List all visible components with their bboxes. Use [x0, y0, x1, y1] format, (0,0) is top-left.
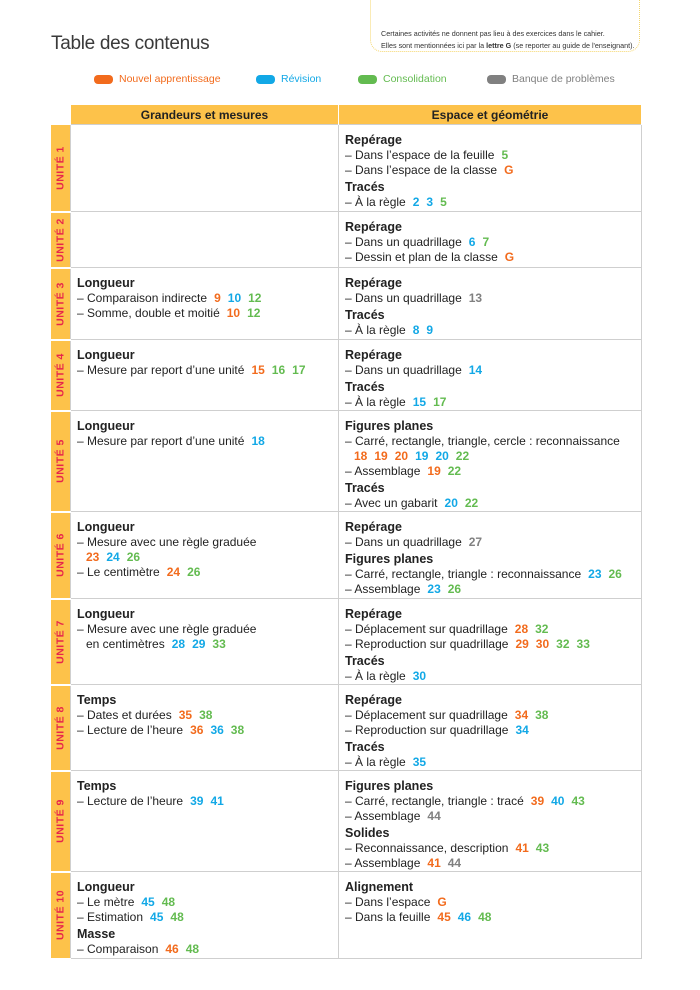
- exercise-ref: 28: [514, 622, 529, 636]
- content-item: [345, 910, 634, 925]
- espace-cell: [339, 411, 642, 512]
- legend-swatch: [487, 75, 506, 84]
- content-item: [345, 163, 634, 178]
- exercise-ref: 32: [535, 622, 549, 636]
- exercise-ref: 10: [226, 306, 241, 320]
- espace-cell: [339, 125, 642, 212]
- unit-label: UNITÉ 5: [54, 439, 66, 483]
- content-item: [77, 622, 331, 637]
- exercise-ref: 15: [251, 363, 265, 377]
- section-title: Repérage: [345, 607, 402, 621]
- espace-cell: [339, 340, 642, 411]
- grandeurs-cell: [71, 599, 339, 685]
- content-item: [77, 942, 331, 957]
- legend-label: Banque de problèmes: [512, 73, 615, 85]
- item-text: – Dans un quadrillage: [345, 235, 462, 249]
- note-line-2: [381, 40, 639, 52]
- column-header-grandeurs: Grandeurs et mesures: [71, 105, 339, 125]
- exercise-ref: 48: [161, 895, 176, 909]
- grandeurs-cell: [71, 411, 339, 512]
- legend-swatch: [256, 75, 275, 84]
- exercise-ref: 19: [427, 464, 441, 478]
- exercise-ref: 14: [468, 363, 483, 377]
- item-text: – Lecture de l’heure: [77, 723, 184, 737]
- column-header-espace: Espace et géométrie: [339, 105, 642, 125]
- exercise-ref: 46: [457, 910, 472, 924]
- exercise-ref: 26: [187, 565, 201, 579]
- teacher-note: [370, 0, 640, 52]
- item-text: – Dans un quadrillage: [345, 363, 462, 377]
- unit-label-cell: [51, 512, 71, 599]
- legend-label: Consolidation: [383, 73, 447, 85]
- exercise-ref: 48: [478, 910, 492, 924]
- grandeurs-cell: [71, 340, 339, 411]
- unit-label: UNITÉ 7: [54, 619, 66, 664]
- exercise-ref: 43: [571, 794, 585, 808]
- exercise-ref: 3: [426, 195, 434, 209]
- unit-label-cell: [51, 685, 71, 771]
- section-title: Figures planes: [345, 419, 434, 433]
- content-item: [77, 895, 331, 910]
- legend-item-r-vision: [256, 73, 321, 85]
- exercise-ref: 48: [170, 910, 184, 924]
- exercise-ref: G: [504, 163, 514, 177]
- content-item: [77, 910, 331, 925]
- espace-cell: [339, 872, 642, 959]
- unit-label: UNITÉ 2: [54, 217, 66, 262]
- exercise-ref: 5: [501, 148, 509, 162]
- item-text: – Avec un gabarit: [345, 496, 438, 510]
- section-title: Temps: [77, 693, 117, 707]
- section-title: Temps: [77, 779, 117, 793]
- exercise-ref: 18: [251, 434, 265, 448]
- exercise-ref: 35: [412, 755, 427, 769]
- unit-label-cell: [51, 340, 71, 411]
- content-item: [345, 637, 634, 652]
- exercise-ref: 32: [556, 637, 570, 651]
- exercise-ref: 17: [292, 363, 306, 377]
- content-item: [345, 195, 634, 210]
- item-text: – Reconnaissance, description: [345, 841, 509, 855]
- item-text: – Le centimètre: [77, 565, 160, 579]
- item-text: – Mesure avec une règle graduée: [77, 622, 257, 636]
- unit-row-5: [51, 411, 642, 512]
- note-line-1: Certaines activités ne donnent pas lieu à des exercices dans le cahier.: [381, 29, 605, 38]
- item-text: – Carré, rectangle, triangle, cercle : reconnaissance: [345, 434, 620, 448]
- grandeurs-cell: [71, 212, 339, 268]
- content-item: [77, 291, 331, 306]
- exercise-ref: G: [437, 895, 447, 909]
- item-text: – Assemblage: [345, 856, 421, 870]
- exercise-ref: 33: [576, 637, 590, 651]
- exercise-ref: 20: [435, 449, 449, 463]
- section-title: Masse: [77, 927, 116, 941]
- item-text: – Dessin et plan de la classe: [345, 250, 498, 264]
- section-title: Figures planes: [345, 552, 434, 566]
- exercise-ref: 9: [214, 291, 221, 305]
- exercise-ref: 12: [248, 291, 262, 305]
- item-text: – Le mètre: [77, 895, 135, 909]
- item-text: – Assemblage: [345, 809, 421, 823]
- exercise-ref: 7: [482, 235, 490, 249]
- content-item: [345, 723, 634, 738]
- content-item: [77, 565, 331, 580]
- exercise-ref: 29: [192, 637, 206, 651]
- exercise-ref: 17: [433, 395, 447, 409]
- grandeurs-cell: [71, 268, 339, 340]
- exercise-ref: 39: [190, 794, 204, 808]
- legend-swatch: [358, 75, 377, 84]
- unit-row-7: [51, 599, 642, 685]
- unit-row-6: [51, 512, 642, 599]
- exercise-ref: 45: [437, 910, 451, 924]
- content-item: [77, 708, 331, 723]
- unit-row-10: [51, 872, 642, 959]
- section-title: Repérage: [345, 693, 402, 707]
- exercise-ref: 8: [412, 323, 420, 337]
- exercise-ref: 36: [210, 723, 224, 737]
- exercise-ref: 29: [515, 637, 529, 651]
- exercise-ref: 24: [166, 565, 181, 579]
- section-title: Tracés: [345, 654, 385, 668]
- unit-row-1: [51, 125, 642, 212]
- item-text: – Somme, double et moitié: [77, 306, 220, 320]
- item-text: – Déplacement sur quadrillage: [345, 622, 508, 636]
- exercise-ref: 19: [374, 449, 388, 463]
- exercise-ref: 6: [468, 235, 476, 249]
- content-item: [345, 841, 634, 856]
- item-text: – Mesure avec une règle graduée: [77, 535, 257, 549]
- item-text: – Lecture de l’heure: [77, 794, 184, 808]
- item-text: – Mesure par report d’une unité: [77, 434, 245, 448]
- contents-table: [51, 105, 642, 960]
- content-item: [345, 235, 634, 250]
- section-title: Tracés: [345, 481, 385, 495]
- note-bold: lettre G: [486, 41, 512, 50]
- section-title: Longueur: [77, 276, 135, 290]
- content-item: [345, 809, 634, 824]
- content-item: [77, 306, 331, 321]
- section-title: Tracés: [345, 380, 385, 394]
- exercise-ref: 34: [514, 708, 529, 722]
- item-text: – Dates et durées: [77, 708, 172, 722]
- content-item: [345, 535, 634, 550]
- item-text: – Assemblage: [345, 464, 421, 478]
- legend-item-banque-de-probl-mes: [487, 73, 615, 85]
- espace-cell: [339, 212, 642, 268]
- item-text: – À la règle: [345, 755, 406, 769]
- espace-cell: [339, 268, 642, 340]
- content-item: [77, 535, 331, 550]
- exercise-ref: 22: [447, 464, 462, 478]
- exercise-ref: 44: [447, 856, 462, 870]
- section-title: Repérage: [345, 348, 402, 362]
- unit-label: UNITÉ 10: [54, 889, 66, 941]
- section-title: Repérage: [345, 520, 402, 534]
- content-item: [345, 250, 634, 265]
- unit-label: UNITÉ 4: [54, 353, 66, 397]
- content-item: [345, 708, 634, 723]
- exercise-ref: 20: [444, 496, 458, 510]
- section-title: Tracés: [345, 740, 385, 754]
- content-item: [77, 794, 331, 809]
- espace-cell: [339, 685, 642, 771]
- content-item: [345, 291, 634, 306]
- exercise-ref: 28: [171, 637, 186, 651]
- unit-label-cell: [51, 212, 71, 268]
- content-item: [345, 567, 634, 582]
- section-title: Alignement: [345, 880, 414, 894]
- exercise-ref: 27: [468, 535, 483, 549]
- grandeurs-cell: [71, 125, 339, 212]
- exercise-ref: 26: [608, 567, 622, 581]
- content-item: [345, 794, 634, 809]
- item-text: – Reproduction sur quadrillage: [345, 637, 509, 651]
- exercise-ref: 24: [106, 550, 120, 564]
- espace-cell: [339, 771, 642, 872]
- section-title: Repérage: [345, 276, 402, 290]
- exercise-ref: 44: [427, 809, 441, 823]
- legend-item-consolidation: [358, 73, 447, 85]
- item-text: – Dans l’espace de la classe: [345, 163, 498, 177]
- legend-label: Révision: [281, 73, 322, 85]
- exercise-ref: 9: [426, 323, 434, 337]
- item-text: – Dans la feuille: [345, 910, 431, 924]
- exercise-ref: 38: [230, 723, 245, 737]
- content-item: [345, 856, 634, 871]
- unit-label-cell: [51, 872, 71, 959]
- exercise-ref: 41: [210, 794, 224, 808]
- unit-row-2: [51, 212, 642, 268]
- item-text: – Dans un quadrillage: [345, 535, 462, 549]
- item-text: – Dans l’espace: [345, 895, 431, 909]
- exercise-ref: 48: [185, 942, 200, 956]
- content-item: [77, 434, 331, 449]
- exercise-ref: 18: [354, 449, 368, 463]
- legend-item-nouvel-apprentissage: [94, 73, 221, 85]
- content-item: [345, 395, 634, 410]
- grandeurs-cell: [71, 771, 339, 872]
- exercise-ref: 45: [150, 910, 164, 924]
- item-text: – Estimation: [77, 910, 144, 924]
- exercise-ref: 38: [535, 708, 549, 722]
- content-item: [345, 669, 634, 684]
- item-text: – À la règle: [345, 195, 406, 209]
- item-text: – Dans un quadrillage: [345, 291, 462, 305]
- unit-label: UNITÉ 9: [54, 799, 66, 843]
- exercise-ref: 36: [190, 723, 204, 737]
- note-text: Elles sont mentionnées ici par la: [381, 41, 487, 50]
- item-text: – À la règle: [345, 323, 406, 337]
- content-item: [345, 895, 634, 910]
- refs: [172, 637, 226, 651]
- legend-swatch: [94, 75, 113, 84]
- section-title: Longueur: [77, 607, 135, 621]
- exercise-ref: 13: [468, 291, 483, 305]
- exercise-ref: 26: [126, 550, 141, 564]
- exercise-ref: 33: [212, 637, 226, 651]
- exercise-ref: 5: [440, 195, 447, 209]
- content-item: [345, 755, 634, 770]
- item-text: – À la règle: [345, 395, 406, 409]
- exercise-ref: 26: [447, 582, 462, 596]
- section-title: Repérage: [345, 133, 402, 147]
- content-item: [345, 622, 634, 637]
- section-title: Longueur: [77, 520, 135, 534]
- exercise-ref: G: [504, 250, 515, 264]
- exercise-ref: 45: [141, 895, 155, 909]
- exercise-ref: 39: [530, 794, 545, 808]
- unit-label-cell: [51, 411, 71, 512]
- content-item: [345, 464, 634, 479]
- exercise-ref: 30: [412, 669, 427, 683]
- content-item: [345, 582, 634, 597]
- exercise-ref: 23: [86, 550, 100, 564]
- exercise-ref: 12: [247, 306, 261, 320]
- exercise-ref: 46: [165, 942, 179, 956]
- exercise-ref: 22: [455, 449, 470, 463]
- exercise-ref: 35: [178, 708, 193, 722]
- unit-label-cell: [51, 125, 71, 212]
- legend: [94, 73, 634, 87]
- content-item: [77, 723, 331, 738]
- section-title: Tracés: [345, 308, 385, 322]
- grandeurs-cell: [71, 512, 339, 599]
- exercise-ref: 30: [535, 637, 550, 651]
- section-title: Longueur: [77, 348, 135, 362]
- content-item: [345, 363, 634, 378]
- item-text: – Carré, rectangle, triangle : reconnaissance: [345, 567, 582, 581]
- unit-row-8: [51, 685, 642, 771]
- item-text: – Reproduction sur quadrillage: [345, 723, 509, 737]
- page-title: Table des contenus: [51, 33, 210, 54]
- exercise-ref: 16: [271, 363, 286, 377]
- unit-label: UNITÉ 1: [54, 145, 66, 190]
- exercise-ref: 41: [427, 856, 441, 870]
- exercise-ref: 19: [415, 449, 429, 463]
- content-item: [77, 363, 331, 378]
- item-text: – Mesure par report d’une unité: [77, 363, 245, 377]
- section-title: Solides: [345, 826, 390, 840]
- unit-label: UNITÉ 3: [54, 281, 66, 326]
- legend-label: Nouvel apprentissage: [119, 73, 221, 85]
- exercise-ref: 20: [394, 449, 409, 463]
- content-item: [345, 148, 634, 163]
- refs-line: [345, 449, 634, 464]
- content-item: [345, 434, 634, 449]
- item-text: en centimètres: [86, 637, 165, 651]
- header-spacer: [51, 105, 71, 125]
- unit-row-3: [51, 268, 642, 340]
- exercise-ref: 10: [227, 291, 242, 305]
- unit-label-cell: [51, 599, 71, 685]
- exercise-ref: 34: [515, 723, 529, 737]
- unit-row-9: [51, 771, 642, 872]
- unit-label-cell: [51, 771, 71, 872]
- exercise-ref: 43: [535, 841, 550, 855]
- exercise-ref: 22: [464, 496, 479, 510]
- section-title: Longueur: [77, 419, 135, 433]
- unit-row-4: [51, 340, 642, 411]
- item-text: – Assemblage: [345, 582, 421, 596]
- unit-label-cell: [51, 268, 71, 340]
- exercise-ref: 41: [515, 841, 529, 855]
- item-text: – Dans l’espace de la feuille: [345, 148, 495, 162]
- exercise-ref: 23: [427, 582, 441, 596]
- content-item: [345, 323, 634, 338]
- item-text: – Déplacement sur quadrillage: [345, 708, 508, 722]
- espace-cell: [339, 599, 642, 685]
- exercise-ref: 2: [412, 195, 420, 209]
- refs-line: [77, 550, 331, 565]
- exercise-ref: 38: [199, 708, 213, 722]
- note-text: (se reporter au guide de l'enseignant).: [511, 41, 635, 50]
- grandeurs-cell: [71, 872, 339, 959]
- section-title: Repérage: [345, 220, 402, 234]
- espace-cell: [339, 512, 642, 599]
- content-item-continued: [77, 637, 331, 652]
- exercise-ref: 15: [412, 395, 427, 409]
- unit-label: UNITÉ 8: [54, 705, 66, 750]
- section-title: Tracés: [345, 180, 385, 194]
- exercise-ref: 23: [588, 567, 602, 581]
- exercise-ref: 40: [551, 794, 565, 808]
- content-item: [345, 496, 634, 511]
- section-title: Figures planes: [345, 779, 434, 793]
- section-title: Longueur: [77, 880, 135, 894]
- item-text: – Comparaison: [77, 942, 159, 956]
- unit-label: UNITÉ 6: [54, 533, 66, 577]
- grandeurs-cell: [71, 685, 339, 771]
- item-text: – Comparaison indirecte: [77, 291, 208, 305]
- item-text: – Carré, rectangle, triangle : tracé: [345, 794, 524, 808]
- item-text: – À la règle: [345, 669, 406, 683]
